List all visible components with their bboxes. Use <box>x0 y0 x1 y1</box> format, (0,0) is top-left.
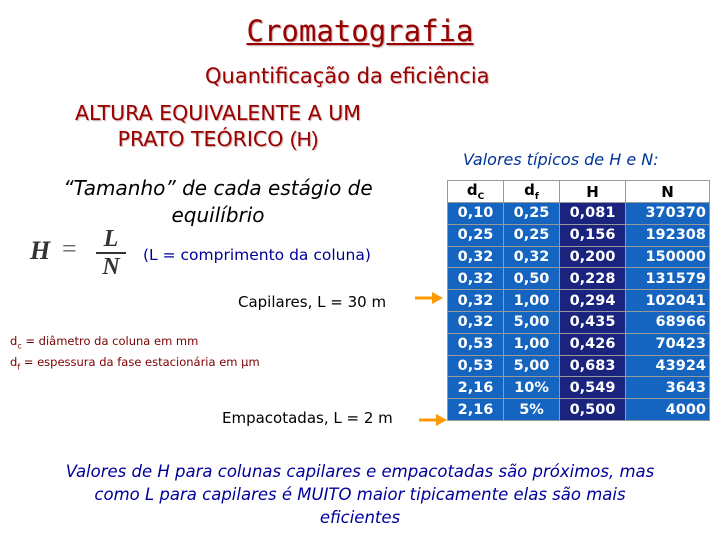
formula-numerator: L <box>103 226 119 252</box>
table-cell-h: 0,426 <box>560 333 626 355</box>
slide-title: Cromatografia <box>246 14 474 48</box>
legend-dc: $d_c$ = diâmetro da coluna em mm <box>10 334 199 351</box>
table-cell-n: 150000 <box>626 246 710 268</box>
table-cell-dc: 0,32 <box>448 290 504 312</box>
table-row <box>448 311 710 333</box>
table-cell-n: 131579 <box>626 268 710 290</box>
table-cell-h: 0,683 <box>560 355 626 377</box>
heading-line1: ALTURA EQUIVALENTE A UM <box>75 101 361 125</box>
capilares-label: Capilares, L = 30 m <box>238 293 387 311</box>
table-cell-dc: 0,32 <box>448 246 504 268</box>
formula-lhs: H <box>30 236 51 265</box>
conclusion-line1: Valores de H para colunas capilares e empacotadas são próximos, mas <box>65 462 655 481</box>
heading-line2-suffix: (H) <box>289 128 319 151</box>
conclusion-line2: como L para capilares é MUITO maior tipicamente elas são mais <box>94 485 626 504</box>
table-row <box>448 333 710 355</box>
table-cell-n: 43924 <box>626 355 710 377</box>
table-cell-h: 0,200 <box>560 246 626 268</box>
table-cell-dc: 0,53 <box>448 355 504 377</box>
table-cell-n: 192308 <box>626 224 710 246</box>
table-cell-n: 3643 <box>626 377 710 399</box>
formula-fraction <box>96 228 126 278</box>
table-cell-df: 0,25 <box>504 203 560 225</box>
header-dc: $d_C$ <box>448 181 504 203</box>
table-cell-dc: 0,32 <box>448 311 504 333</box>
table-cell-df: 10% <box>504 377 560 399</box>
table-cell-df: 5,00 <box>504 311 560 333</box>
table-cell-dc: 0,32 <box>448 268 504 290</box>
table-cell-n: 4000 <box>626 399 710 421</box>
header-n: N <box>626 181 710 203</box>
table-cell-h: 0,549 <box>560 377 626 399</box>
empacotadas-label: Empacotadas, L = 2 m <box>222 409 393 427</box>
table-cell-h: 0,500 <box>560 399 626 421</box>
heading-line2-main: PRATO TEÓRICO <box>117 127 284 151</box>
header-h: H <box>560 181 626 203</box>
table-row <box>448 377 710 399</box>
table-row <box>448 224 710 246</box>
table-cell-n: 70423 <box>626 333 710 355</box>
table-cell-df: 1,00 <box>504 333 560 355</box>
values-table <box>447 180 710 421</box>
table-cell-df: 5,00 <box>504 355 560 377</box>
table-cell-df: 0,50 <box>504 268 560 290</box>
table-cell-h: 0,435 <box>560 311 626 333</box>
arrow-right-icon <box>415 291 443 305</box>
table-row <box>448 268 710 290</box>
table-cell-dc: 0,25 <box>448 224 504 246</box>
table-row <box>448 203 710 225</box>
legend-df: $d_f$ = espessura da fase estacionária em µm <box>10 355 260 372</box>
conclusion-text <box>10 460 710 529</box>
table-cell-dc: 2,16 <box>448 399 504 421</box>
header-df: $d_f$ <box>504 181 560 203</box>
tamanho-line1: “Tamanho” de cada estágio de <box>63 176 373 200</box>
heading-line2 <box>28 126 408 153</box>
arrow-right-icon <box>419 413 447 427</box>
table-cell-n: 68966 <box>626 311 710 333</box>
heading-altura-equivalente <box>28 100 408 153</box>
valores-tipicos-caption: Valores típicos de H e N: <box>463 150 659 169</box>
tamanho-line2: equilíbrio <box>171 203 265 227</box>
table-cell-df: 5% <box>504 399 560 421</box>
tamanho-text <box>28 175 408 229</box>
l-comprimento-note: (L = comprimento da coluna) <box>143 246 371 264</box>
conclusion-line3: eficientes <box>319 508 401 527</box>
legend-dc-df <box>10 333 260 376</box>
table-cell-n: 102041 <box>626 290 710 312</box>
table-cell-df: 1,00 <box>504 290 560 312</box>
table-cell-dc: 2,16 <box>448 377 504 399</box>
table-cell-h: 0,156 <box>560 224 626 246</box>
table-header-row <box>448 181 710 203</box>
table-cell-h: 0,228 <box>560 268 626 290</box>
formula-h-equals-l-over-n <box>30 226 130 280</box>
table-cell-df: 0,32 <box>504 246 560 268</box>
formula-denominator: N <box>102 254 120 280</box>
table-row <box>448 355 710 377</box>
formula-equals: = <box>62 234 77 263</box>
table-cell-h: 0,294 <box>560 290 626 312</box>
table-cell-h: 0,081 <box>560 203 626 225</box>
table-row <box>448 246 710 268</box>
table-cell-n: 370370 <box>626 203 710 225</box>
table-row <box>448 290 710 312</box>
table-cell-dc: 0,10 <box>448 203 504 225</box>
table-cell-df: 0,25 <box>504 224 560 246</box>
table-row <box>448 399 710 421</box>
slide-subtitle: Quantificação da eficiência <box>205 64 490 88</box>
table-cell-dc: 0,53 <box>448 333 504 355</box>
